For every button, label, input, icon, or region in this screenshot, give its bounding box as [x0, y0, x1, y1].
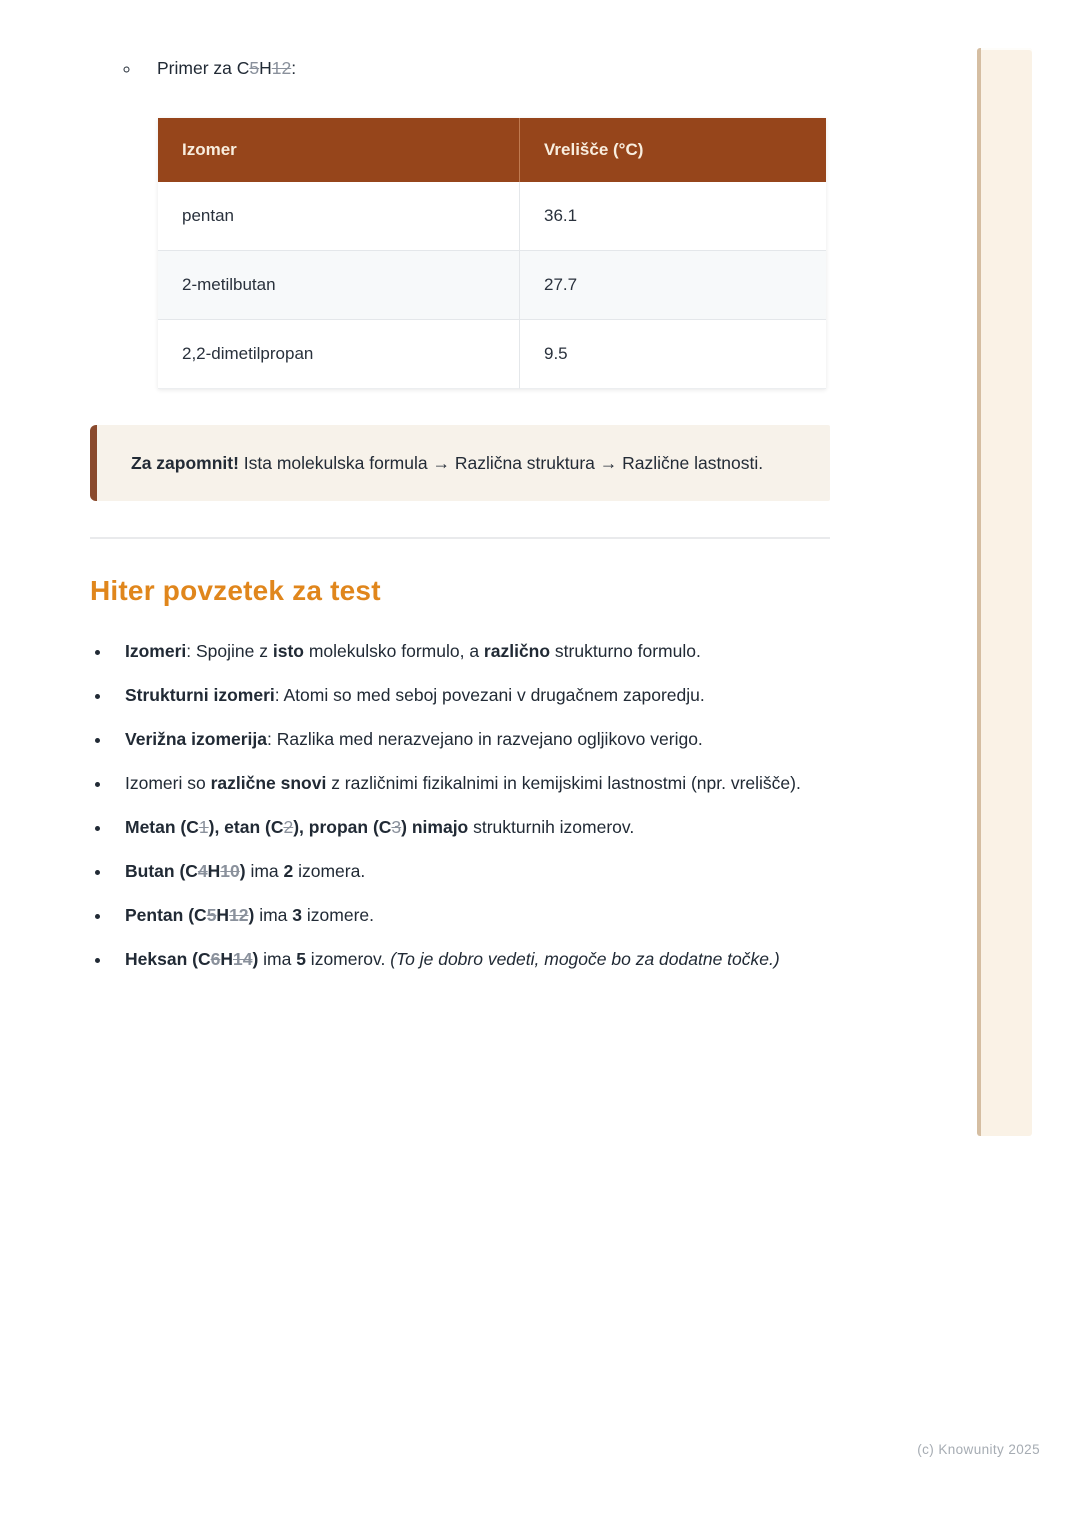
copyright-footer: (c) Knowunity 2025 — [917, 1442, 1040, 1457]
table-cell-boiling-point: 27.7 — [520, 251, 826, 320]
table-cell-isomer: 2,2-dimetilpropan — [158, 320, 520, 389]
table-cell-boiling-point: 9.5 — [520, 320, 826, 389]
table-header-izomer: Izomer — [158, 118, 520, 182]
table-header-row — [158, 118, 826, 182]
summary-item: • Heksan (C6H14) ima 5 izomerov. (To je dobro vedeti, mogoče bo za dodatne točke.) — [112, 943, 830, 975]
table-row — [158, 320, 826, 389]
summary-item: • Strukturni izomeri: Atomi so med seboj povezani v drugačnem zaporedju. — [112, 679, 830, 711]
summary-item: • Izomeri: Spojine z isto molekulsko formulo, a različno strukturno formulo. — [112, 635, 830, 667]
page-edge-strip — [977, 48, 1032, 1136]
summary-list — [90, 635, 830, 975]
summary-item: • Verižna izomerija: Razlika med nerazvejano in razvejano ogljikovo verigo. — [112, 723, 830, 755]
section-divider — [90, 537, 830, 539]
isomer-boiling-point-table — [158, 118, 826, 389]
intro-list — [90, 56, 830, 81]
intro-bullet-item — [141, 56, 830, 81]
table-header-vrelisce: Vrelišče (°C) — [520, 118, 826, 182]
note-callout — [90, 425, 830, 501]
summary-item: • Metan (C1), etan (C2), propan (C3) nimajo strukturnih izomerov. — [112, 811, 830, 843]
table-row — [158, 182, 826, 251]
intro-text: Primer za C5H12: — [157, 58, 297, 78]
table-cell-boiling-point: 36.1 — [520, 182, 826, 251]
summary-item: • Izomeri so različne snovi z različnimi fizikalnimi in kemijskimi lastnostmi (npr. vrelišče). — [112, 767, 830, 799]
table-cell-isomer: 2-metilbutan — [158, 251, 520, 320]
section-heading: Hiter povzetek za test — [90, 575, 381, 606]
note-callout-text: Za zapomnit! Ista molekulska formula → Različna struktura → Različne lastnosti. — [131, 453, 764, 473]
document-content — [90, 0, 830, 987]
table-cell-isomer: pentan — [158, 182, 520, 251]
table-row — [158, 251, 826, 320]
summary-item: • Pentan (C5H12) ima 3 izomere. — [112, 899, 830, 931]
summary-item: • Butan (C4H10) ima 2 izomera. — [112, 855, 830, 887]
